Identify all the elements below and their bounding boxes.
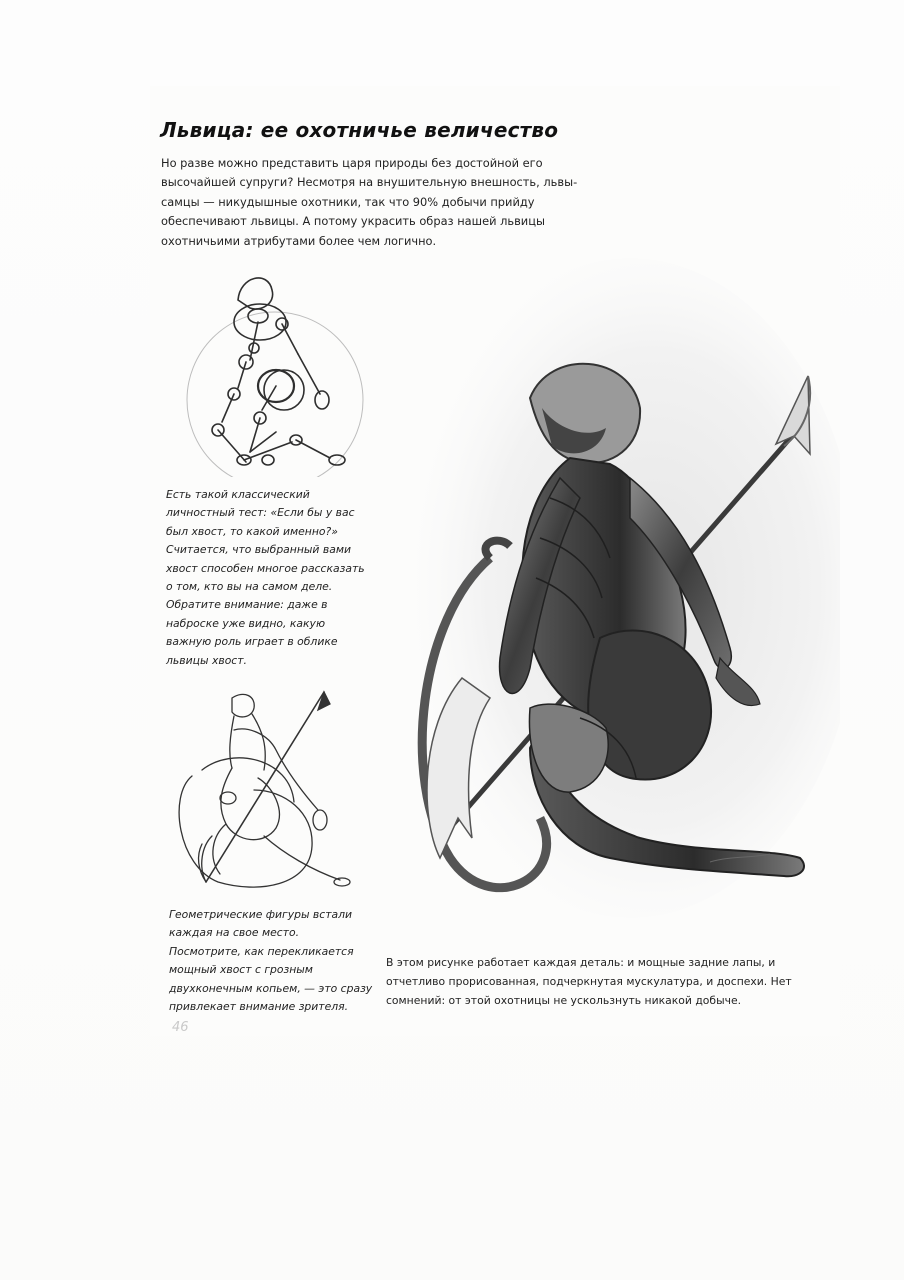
pose-sketch-geometric (172, 686, 362, 894)
caption-geometry-note: Геометрические фигуры встали каждая на свое место. Посмотрите, как перекликается мощный хвост с грозным двухконечным копьем, — это сразу привлекает внимание зрителя. (169, 908, 373, 1014)
page-title: Львица: ее охотничье величество (160, 118, 559, 142)
caption-tail-note: Есть такой классический личностный тест: «Если бы у вас был хвост, то какой именно?» Считается, что выбранный вами хвост способен многое рассказать о том, кто вы на самом деле. Обратите внимание: даже в наброске уже видно, какую важную роль играет в облике львицы хвост. (166, 488, 365, 667)
intro-paragraph: Но разве можно представить царя природы без достойной его высочайшей супруги? Несмотря на внушительную внешность, львы-самцы — никудышные охотники, так что 90% добычи прийду обеспечивают львицы. А потому украсить образ нашей львицы охотничьими атрибутами более чем логично. (161, 156, 578, 248)
pose-sketch-skeleton (180, 262, 380, 477)
page-number: 46 (172, 1020, 189, 1035)
lioness-huntress-illustration (380, 258, 840, 948)
caption-artwork-note: В этом рисунке работает каждая деталь: и мощные задние лапы, и отчетливо прорисованная, подчеркнутая мускулатура, и доспехи. Нет сомнений: от этой охотницы не ускользнуть никакой добыче. (386, 956, 792, 1007)
